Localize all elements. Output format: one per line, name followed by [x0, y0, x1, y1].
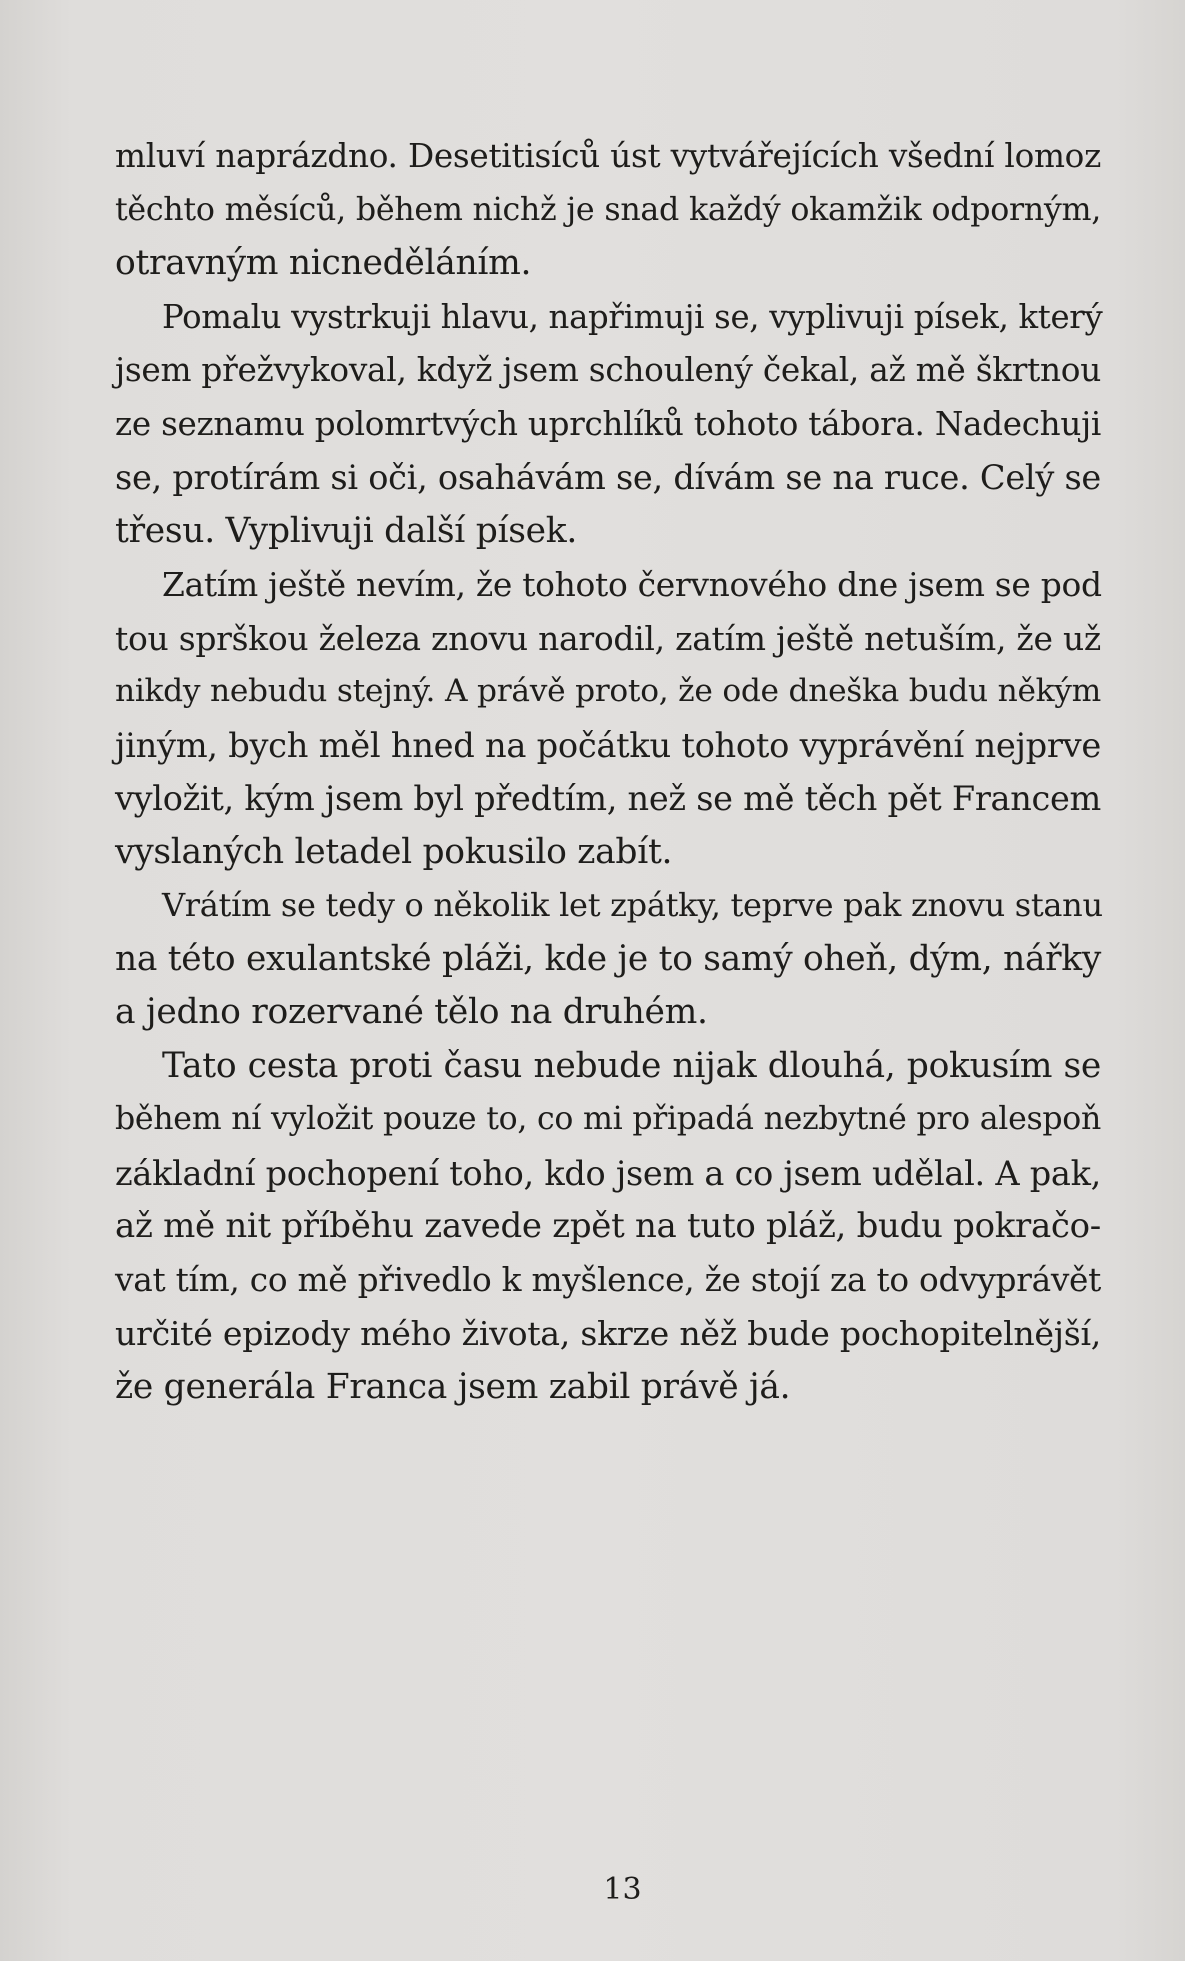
paragraph-2 — [115, 291, 1101, 559]
text-line: Vrátím se tedy o několik let zpátky, teprve pak znovu stanu — [162, 886, 1103, 924]
paragraph-1 — [115, 130, 1101, 291]
text-line: vyslaných letadel pokusilo zabít. — [115, 831, 673, 872]
text-line: jiným, bych měl hned na počátku tohoto vyprávění nejprve — [115, 725, 1101, 765]
text-line: až mě nit příběhu zavede zpět na tuto pláž, budu pokračo- — [115, 1206, 1101, 1246]
text-line: Tato cesta proti času nebude nijak dlouhá, pokusím se — [162, 1045, 1101, 1086]
text-line: tou sprškou železa znovu narodil, zatím ještě netuším, že už — [115, 618, 1101, 658]
text-line: vat tím, co mě přivedlo k myšlence, že stojí za to odvyprávět — [115, 1260, 1101, 1299]
text-line: se, protírám si oči, osahávám se, dívám se na ruce. Celý se — [115, 458, 1101, 497]
text-line: ze seznamu polomrtvých uprchlíků tohoto tábora. Nadechuji — [115, 404, 1101, 443]
text-line: že generála Franca jsem zabil právě já. — [115, 1366, 791, 1407]
paragraph-5 — [115, 1040, 1101, 1415]
text-line: a jedno rozervané tělo na druhém. — [115, 992, 708, 1032]
text-line: jsem přežvykoval, když jsem schoulený čekal, až mě škrtnou — [115, 351, 1101, 389]
text-line: vyložit, kým jsem byl předtím, než se mě těch pět Francem — [115, 779, 1101, 818]
text-line: mluví naprázdno. Desetitisíců úst vytvářejících všední lomoz — [115, 137, 1101, 175]
text-line: otravným nicneděláním. — [115, 243, 532, 283]
body-text — [115, 130, 1101, 1414]
text-line: Pomalu vystrkuji hlavu, napřimuji se, vyplivuji písek, který — [162, 297, 1103, 336]
paragraph-3 — [115, 558, 1101, 879]
text-line: nikdy nebudu stejný. A právě proto, že ode dneška budu někým — [115, 673, 1101, 709]
text-line: těchto měsíců, během nichž je snad každý okamžik odporným, — [115, 191, 1101, 228]
text-line: základní pochopení toho, kdo jsem a co jsem udělal. A pak, — [115, 1153, 1101, 1193]
text-line: během ní vyložit pouze to, co mi připadá nezbytné pro alespoň — [115, 1101, 1101, 1137]
page-number: 13 — [603, 1872, 642, 1907]
paragraph-4 — [115, 879, 1101, 1040]
text-line: třesu. Vyplivuji další písek. — [115, 510, 578, 551]
text-line: Zatím ještě nevím, že tohoto červnového dne jsem se pod — [162, 565, 1102, 604]
text-line: určité epizody mého života, skrze něž bude pochopitelnější, — [115, 1314, 1101, 1353]
text-line: na této exulantské pláži, kde je to samý oheň, dým, nářky — [115, 938, 1101, 979]
